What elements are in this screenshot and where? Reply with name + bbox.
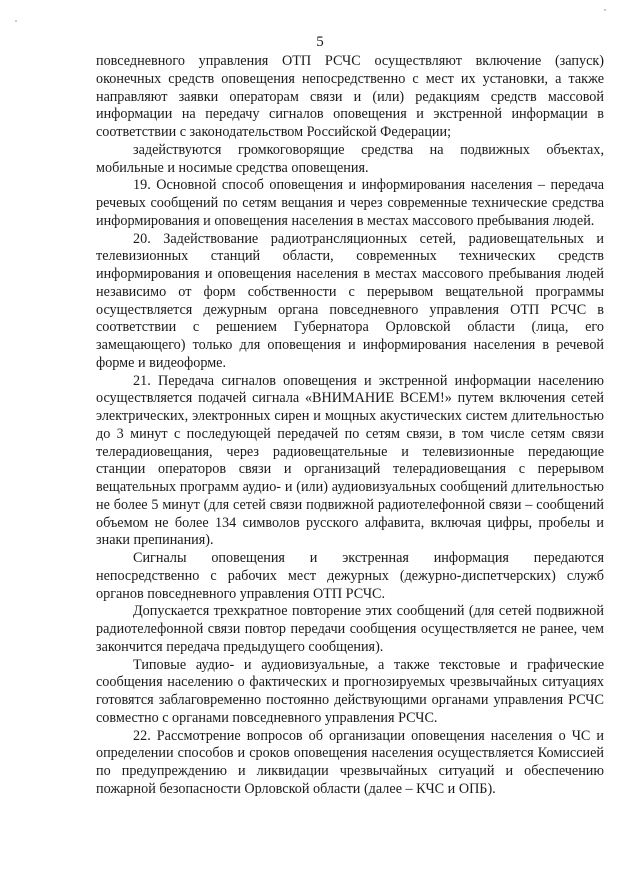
paragraph-repetition: Допускается трехкратное повторение этих сообщений (для сетей подвижной радиотелефонной связи повтор передачи сообщения осуществляется не ранее, чем закончится передача предыдущего сообщения). [96,603,604,655]
document-body [96,53,604,799]
paragraph-continuation: повседневного управления ОТП РСЧС осуществляют включение (запуск) оконечных средств оповещения непосредственно с мест их установки, а также направляют заявки операторам связи и (или) редакциям средств массовой информации на передачу сигналов оповещения и экстренной информации в соответствии с законодательством Российской Федерации; [96,53,604,140]
paragraph-loudspeakers: задействуются громкоговорящие средства на подвижных объектах, мобильные и носимые средства оповещения. [96,141,604,176]
paragraph-signals: Сигналы оповещения и экстренная информация передаются непосредственно с рабочих мест дежурных (дежурно-диспетчерских) служб органов повседневного управления ОТП РСЧС. [96,550,604,602]
paragraph-19: 19. Основной способ оповещения и информирования населения – передача речевых сообщений по сетям вещания и через современные технические средства информирования и оповещения населения в местах массового пребывания людей. [96,177,604,229]
page-number: 5 [316,34,324,50]
paragraph-21: 21. Передача сигналов оповещения и экстренной информации населению осуществляется подачей сигнала «ВНИМАНИЕ ВСЕМ!» путем включения сетей электрических, электронных сирен и мощных акустических систем длительностью до 3 минут с последующей передачей по сетям связи, в том числе сетям связи телерадиовещания, через радиовещательные и телевизионные передающие станции операторов связи и организаций телерадиовещания с перерывом вещательных программ аудио- и (или) аудиовизуальных сообщений длительностью не более 5 минут (для сетей связи подвижной радиотелефонной связи – сообщений объемом не более 134 символов русского алфавита, включая цифры, пробелы и знаки препинания). [96,372,604,549]
paragraph-typical-messages: Типовые аудио- и аудиовизуальные, а также текстовые и графические сообщения населению о фактических и прогнозируемых чрезвычайных ситуациях готовятся заблаговременно постоянно действующими органами управления РСЧС совместно с органами повседневного управления РСЧС. [96,656,604,726]
paragraph-22: 22. Рассмотрение вопросов об организации оповещения населения о ЧС и определении способов и сроков оповещения населения осуществляется Комиссией по предупреждению и ликвидации чрезвычайных ситуаций и обеспечению пожарной безопасности Орловской области (далее – КЧС и ОПБ). [96,727,604,797]
paragraph-20: 20. Задействование радиотрансляционных сетей, радиовещательных и телевизионных станций области, современных технических средств информирования и оповещения населения в местах массового пребывания людей независимо от форм собственности с перерывом вещательной программы осуществляется дежурным органа повседневного управления ОТП РСЧС в соответствии с решением Губернатора Орловской области (лица, его замещающего) только для оповещения и информирования населения в речевой форме и видеоформе. [96,230,604,371]
scan-speck [15,20,17,22]
scan-speck [604,9,606,11]
